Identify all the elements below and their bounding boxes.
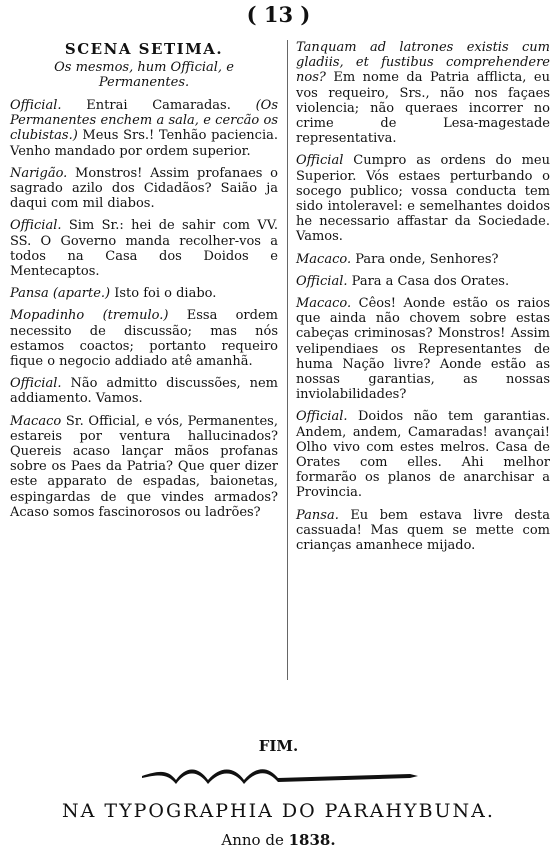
speaker-name: Official — [296, 153, 344, 169]
speech-text: Essa ordem necessito de discussão; mas nós estamos coactos; portanto requeiro fique o negocio addiado atê amanhã. — [10, 308, 278, 370]
speech-paragraph — [296, 40, 550, 146]
speech-text: Isto foi o diabo. — [114, 286, 217, 302]
speaker-name: Official. — [296, 273, 348, 289]
speech-text: Entrai Camaradas. — [86, 98, 231, 113]
speaker-name: Macaco — [10, 413, 62, 429]
speech-text: Sr. Official, e vós, Permanentes, estareis por ventura hallucinados? Quereis acaso lançar mãos profanas sobre os Paes da Patria? Que quer dizer este apparato de espadas, baionetas, espingardas de que vindes armados? Acaso somos fascinorosos ou ladrões? — [10, 413, 278, 520]
speech-text: Doidos não tem garantias. Andem, andem, Camaradas! avançai! Olho vivo com estes melros. Casa de Orates com elles. Ahi melhor formarão os planos de anarchisar a Provincia. — [296, 409, 550, 501]
stage-direction: (aparte.) — [52, 286, 111, 302]
speech-paragraph — [296, 153, 550, 244]
page-number: ( 13 ) — [246, 2, 311, 27]
scene-cast: Os mesmos, hum Official, e Permanentes. — [54, 60, 234, 90]
right-column — [296, 40, 550, 560]
speech-text: Não admitto discussões, nem addiamento. Vamos. — [10, 376, 279, 407]
latin-quotation: Tanquam ad latrones existis cum gladiis, et fustibus comprehendere nos? — [296, 40, 550, 86]
speech-paragraph — [296, 274, 550, 289]
speech-paragraph — [296, 296, 550, 402]
speaker-name: Pansa. — [296, 507, 339, 523]
speaker-name: Mopadinho — [10, 308, 85, 324]
speaker-name: Macaco. — [296, 296, 352, 312]
speech-paragraph — [296, 252, 550, 267]
swash-ornament-icon — [140, 760, 420, 790]
speech-paragraph — [296, 409, 550, 500]
speech-text: Monstros! Assim profanaes o sagrado azilo dos Cidadãos? Saião ja daqui com mil diabos. — [10, 165, 278, 212]
printer-imprint: NA TYPOGRAPHIA DO PARAHYBUNA. — [62, 800, 495, 822]
speech-text: Eu bem estava livre desta cassuada! Mas quem se mette com crianças amanhece mijado. — [296, 507, 550, 554]
speech-paragraph — [10, 308, 278, 369]
speaker-name: Pansa — [10, 286, 49, 302]
left-column — [10, 40, 278, 527]
speech-text: Cumpro as ordens do meu Superior. Vós estaes perturbando o socego publico; vossa conducta tem sido intoleravel: e semelhantes doidos he necessario affastar da Sociedade. Vamos. — [296, 153, 550, 245]
stage-direction: (Os Permanentes enchem a sala, e cercão os clubistas.) — [10, 98, 278, 144]
column-divider — [287, 40, 288, 680]
speaker-name: Macaco. — [296, 251, 352, 267]
speech-text: Em nome da Patria afflicta, eu vos requeiro, Srs., não nos façaes violencia; não queraes incorrer no crime de Lesa-magestade representativa. — [296, 70, 550, 147]
speech-text: Para onde, Senhores? — [355, 251, 499, 267]
speech-text: Meus Srs.! Tenhão paciencia. Venho mandado por ordem superior. — [10, 128, 278, 159]
speaker-name: Official. — [10, 376, 62, 392]
end-marker: FIM. — [258, 737, 299, 755]
speech-text: Sim Sr.: hei de sahir com VV. SS. O Governo manda recolher-vos a todos na Casa dos Doidos e Mentecaptos. — [10, 218, 278, 280]
speech-paragraph — [10, 414, 278, 520]
speech-paragraph — [296, 508, 550, 554]
year-label: Anno de — [221, 831, 284, 849]
publication-year — [0, 831, 557, 849]
speaker-name: Official. — [10, 98, 62, 113]
speech-paragraph — [10, 218, 278, 279]
speech-paragraph — [10, 166, 278, 212]
speaker-name: Official. — [296, 409, 348, 425]
speech-paragraph — [10, 98, 278, 159]
speaker-name: Official. — [10, 218, 62, 234]
scene-title: SCENA SETIMA. — [64, 40, 224, 58]
speech-paragraph — [10, 286, 278, 301]
speech-paragraph — [10, 376, 278, 406]
stage-direction: (tremulo.) — [102, 308, 169, 324]
speaker-name: Narigão. — [10, 165, 68, 181]
speech-text: Para a Casa dos Orates. — [351, 273, 510, 289]
year-value: 1838. — [288, 831, 336, 849]
speech-text: Cêos! Aonde estão os raios que ainda não chovem sobre estas cabeças criminosas? Monstros! Assim velipendiaes os Representantes de huma Nação livre? Aonde estão as nossas garantias, as nossas inviolabilidades? — [296, 296, 550, 403]
